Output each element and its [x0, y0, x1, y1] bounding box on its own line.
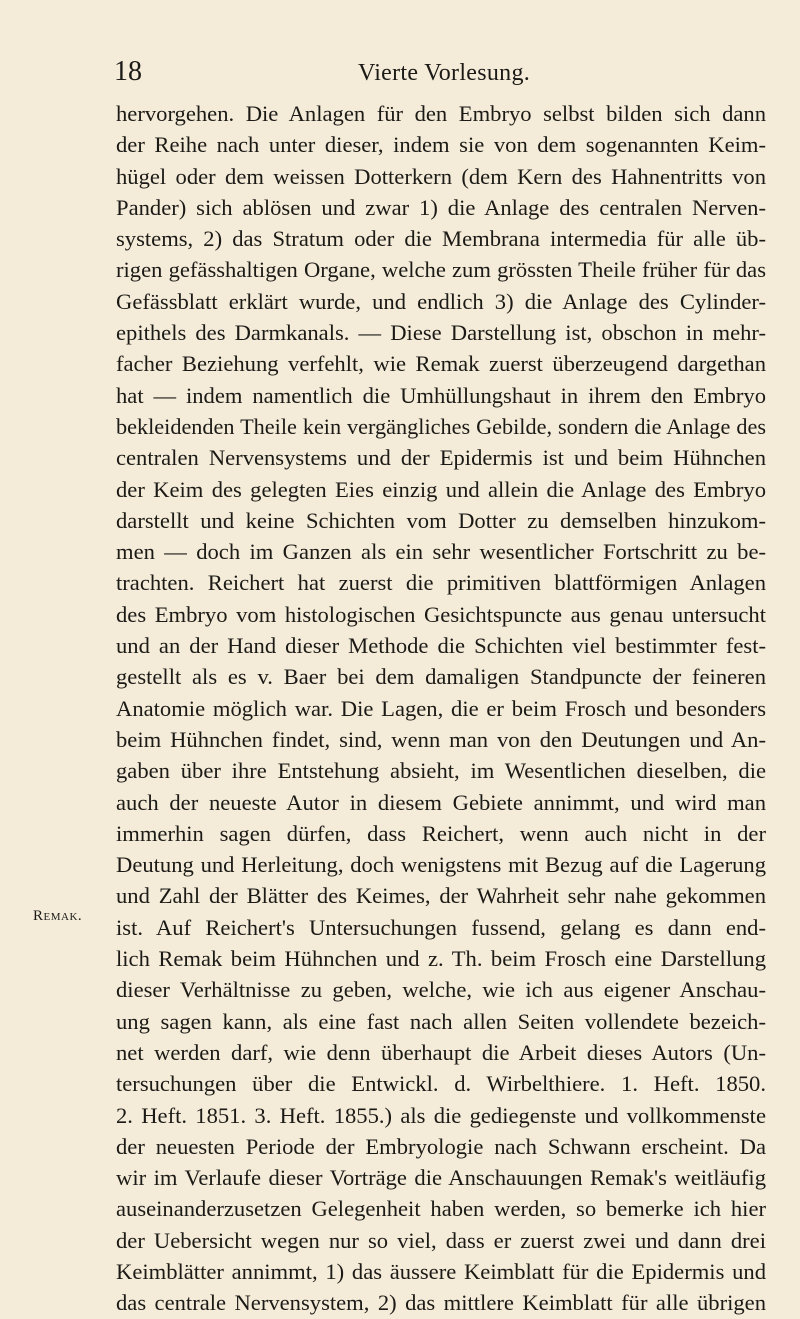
text-line: gestellt als es v. Baer bei dem damaligen Standpuncte der feineren	[116, 664, 766, 690]
text-line: bekleidenden Theile kein vergängliches Gebilde, sondern die Anlage des	[116, 413, 766, 439]
text-line: der Keim des gelegten Eies einzig und allein die Anlage des Embryo	[116, 476, 766, 502]
text-line: der neuesten Periode der Embryologie nach Schwann erscheint. Da	[116, 1133, 766, 1159]
text-line: men — doch im Ganzen als ein sehr wesentlicher Fortschritt zu be-	[116, 539, 766, 565]
text-line: tersuchungen über die Entwickl. d. Wirbelthiere. 1. Heft. 1850.	[116, 1071, 766, 1097]
text-line: dieser Verhältnisse zu geben, welche, wie ich aus eigener Anschau-	[116, 977, 766, 1003]
text-line: hervorgehen. Die Anlagen für den Embryo selbst bilden sich dann	[116, 101, 766, 126]
text-line: epithels des Darmkanals. — Diese Darstellung ist, obschon in mehr-	[116, 320, 766, 346]
text-line: beim Hühnchen findet, sind, wenn man von den Deutungen und An-	[116, 726, 766, 752]
text-line: ung sagen kann, als eine fast nach allen Seiten vollendete bezeich-	[116, 1008, 766, 1034]
text-line: 2. Heft. 1851. 3. Heft. 1855.) als die gediegenste und vollkommenste	[116, 1102, 766, 1128]
text-line: ist. Auf Reichert's Untersuchungen fussend, gelang es dann end-	[116, 914, 766, 940]
text-line: das centrale Nervensystem, 2) das mittlere Keimblatt für alle übrigen	[116, 1290, 766, 1316]
body-text	[116, 98, 766, 1319]
text-line: darstellt und keine Schichten vom Dotter zu demselben hinzukom-	[116, 507, 766, 533]
running-title: Vierte Vorlesung.	[358, 60, 531, 86]
text-line: Anatomie möglich war. Die Lagen, die er beim Frosch und besonders	[116, 695, 766, 721]
margin-note: Remak.	[33, 908, 83, 924]
text-line: der Reihe nach unter dieser, indem sie von dem sogenannten Keim-	[116, 132, 766, 158]
text-line: der Uebersicht wegen nur so viel, dass er zuerst zwei und dann drei	[116, 1227, 766, 1253]
text-line: des Embryo vom histologischen Gesichtspuncte aus genau untersucht	[116, 601, 766, 627]
text-line: und an der Hand dieser Methode die Schichten viel bestimmter fest-	[116, 633, 766, 659]
text-line: wir im Verlaufe dieser Vorträge die Anschauungen Remak's weitläufig	[116, 1165, 766, 1191]
text-line: auch der neueste Autor in diesem Gebiete annimmt, und wird man	[116, 789, 766, 815]
text-line: facher Beziehung verfehlt, wie Remak zuerst überzeugend dargethan	[116, 351, 766, 377]
text-line: gaben über ihre Entstehung absieht, im Wesentlichen dieselben, die	[116, 758, 766, 784]
text-line: rigen gefässhaltigen Organe, welche zum grössten Theile früher für das	[116, 257, 766, 283]
text-line: trachten. Reichert hat zuerst die primitiven blattförmigen Anlagen	[116, 570, 766, 596]
text-line: Deutung und Herleitung, doch wenigstens mit Bezug auf die Lagerung	[116, 852, 766, 878]
text-line: net werden darf, wie denn überhaupt die Arbeit dieses Autors (Un-	[116, 1039, 766, 1065]
page-header	[0, 48, 800, 88]
text-line: und Zahl der Blätter des Keimes, der Wahrheit sehr nahe gekommen	[116, 883, 766, 909]
text-line: centralen Nervensystems und der Epidermis ist und beim Hühnchen	[116, 445, 766, 471]
text-line: Pander) sich ablösen und zwar 1) die Anlage des centralen Nerven-	[116, 194, 766, 220]
text-line: hat — indem namentlich die Umhüllungshaut in ihrem den Embryo	[116, 382, 766, 408]
text-line: systems, 2) das Stratum oder die Membrana intermedia für alle üb-	[116, 226, 766, 252]
page-number: 18	[114, 56, 142, 87]
text-line: immerhin sagen dürfen, dass Reichert, wenn auch nicht in der	[116, 820, 766, 846]
text-line: auseinanderzusetzen Gelegenheit haben werden, so bemerke ich hier	[116, 1196, 766, 1222]
text-line: Keimblätter annimmt, 1) das äussere Keimblatt für die Epidermis und	[116, 1258, 766, 1284]
text-line: lich Remak beim Hühnchen und z. Th. beim Frosch eine Darstellung	[116, 946, 766, 972]
text-line: hügel oder dem weissen Dotterkern (dem Kern des Hahnentritts von	[116, 163, 766, 189]
text-line: Gefässblatt erklärt wurde, und endlich 3) die Anlage des Cylinder-	[116, 288, 766, 314]
